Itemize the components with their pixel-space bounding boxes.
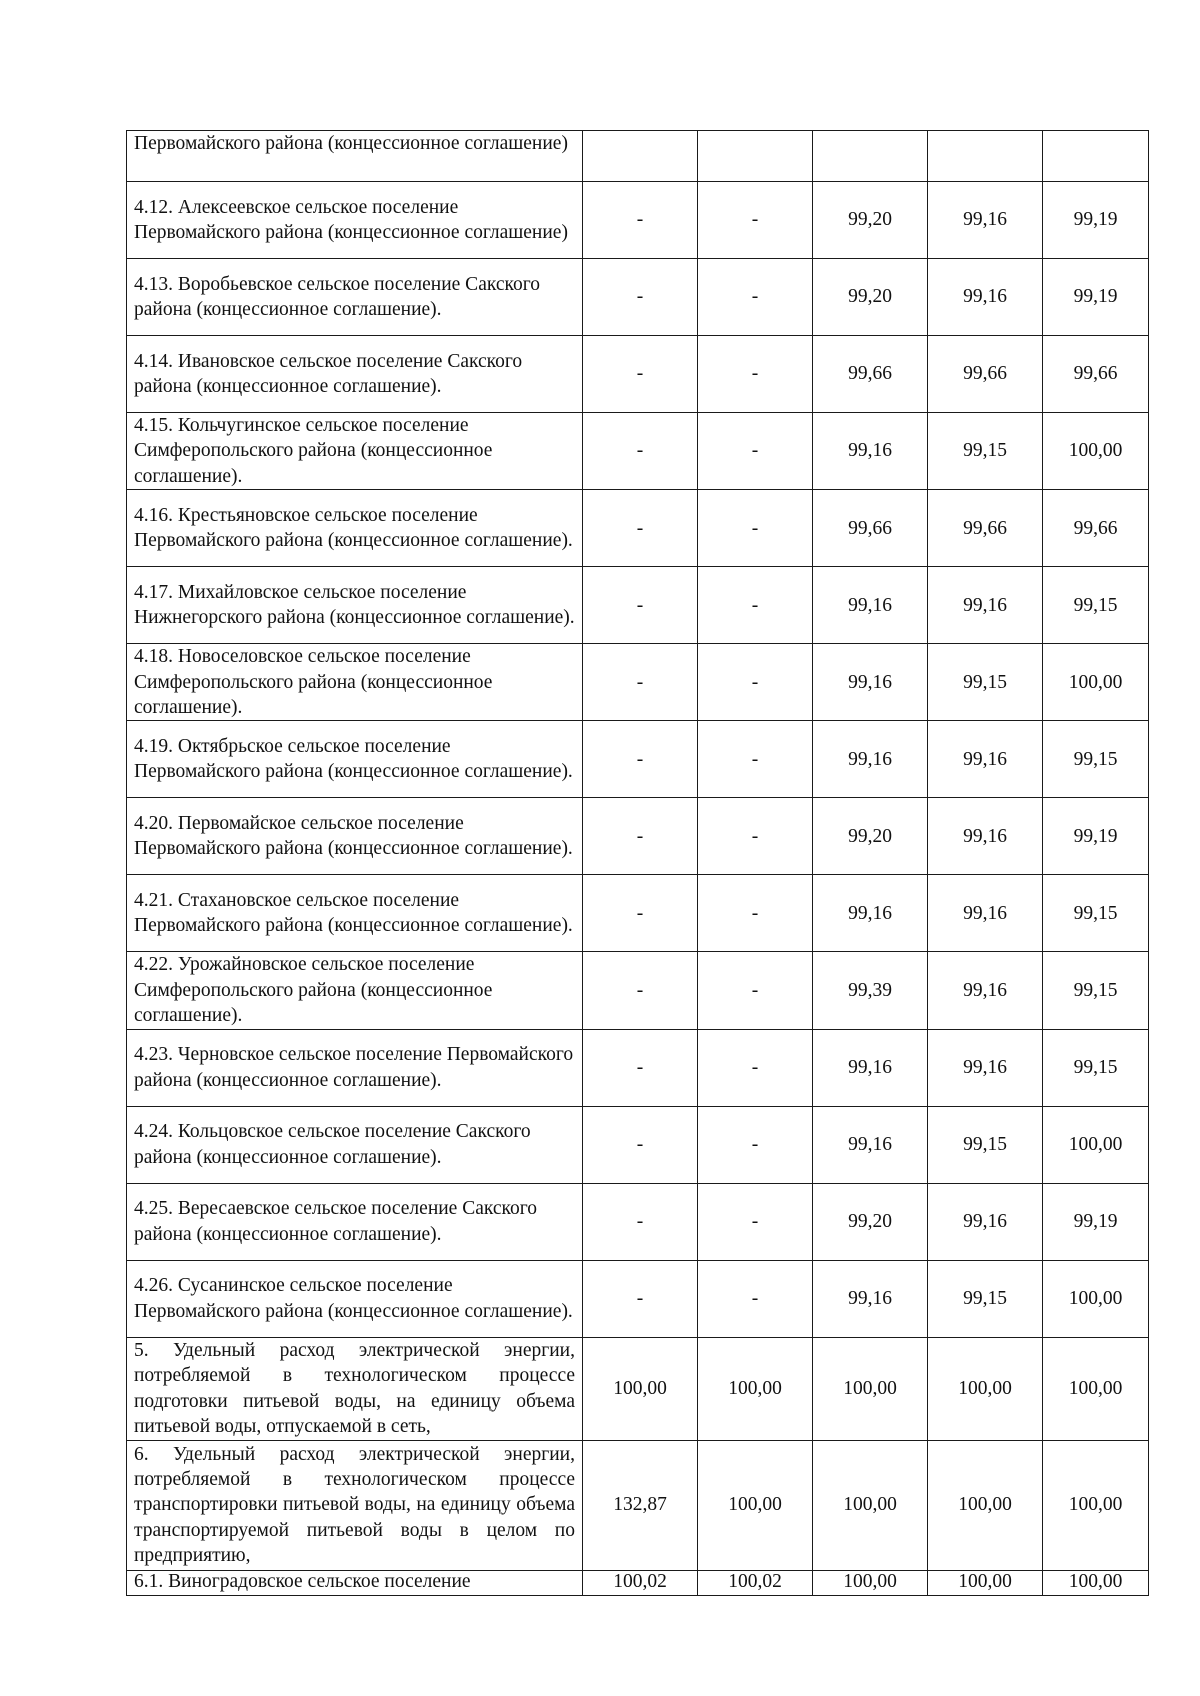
- indicator-name-cell: 4.24. Кольцовское сельское поселение Сакского района (концессионное соглашение).: [127, 1106, 583, 1183]
- value-cell-1: 100,02: [583, 1570, 698, 1595]
- value-cell-2: -: [698, 1106, 813, 1183]
- indicator-name-cell: 5. Удельный расход электрической энергии, потребляемой в технологическом процессе подготовки питьевой воды, на единицу объема питьевой воды, отпускаемой в сеть,: [127, 1337, 583, 1440]
- table-row: [127, 1029, 1149, 1106]
- value-cell-4: 99,16: [928, 1183, 1043, 1260]
- table-row: [127, 1337, 1149, 1440]
- value-cell-5: 99,19: [1043, 259, 1149, 336]
- table-row: [127, 1440, 1149, 1570]
- value-cell-2: -: [698, 413, 813, 490]
- value-cell-3: 99,16: [813, 1260, 928, 1337]
- table-row: [127, 1183, 1149, 1260]
- indicator-name-cell: 4.26. Сусанинское сельское поселение Первомайского района (концессионное соглашение).: [127, 1260, 583, 1337]
- table-row: [127, 721, 1149, 798]
- value-cell-1: -: [583, 1029, 698, 1106]
- value-cell-2: -: [698, 875, 813, 952]
- indicator-name-cell: 4.18. Новоселовское сельское поселение Симферопольского района (концессионное соглашение).: [127, 644, 583, 721]
- value-cell-2: -: [698, 1183, 813, 1260]
- value-cell-5: 100,00: [1043, 1260, 1149, 1337]
- value-cell-4: 99,16: [928, 798, 1043, 875]
- table-row: [127, 1106, 1149, 1183]
- value-cell-2: -: [698, 721, 813, 798]
- indicator-name-cell: 6. Удельный расход электрической энергии, потребляемой в технологическом процессе транспортировки питьевой воды, на единицу объема транспортируемой питьевой воды в целом по предприятию,: [127, 1440, 583, 1570]
- value-cell-1: -: [583, 952, 698, 1029]
- value-cell-5: 99,15: [1043, 567, 1149, 644]
- table-row: [127, 567, 1149, 644]
- indicator-name-cell: 4.14. Ивановское сельское поселение Сакского района (концессионное соглашение).: [127, 336, 583, 413]
- value-cell-3: 99,20: [813, 182, 928, 259]
- value-cell-1: -: [583, 644, 698, 721]
- value-cell-1: -: [583, 875, 698, 952]
- value-cell-5: 99,15: [1043, 721, 1149, 798]
- value-cell-1: -: [583, 1260, 698, 1337]
- value-cell-4: 99,66: [928, 336, 1043, 413]
- value-cell-1: -: [583, 1183, 698, 1260]
- value-cell-3: 100,00: [813, 1337, 928, 1440]
- value-cell-3: 99,20: [813, 259, 928, 336]
- indicator-name-cell: 4.20. Первомайское сельское поселение Первомайского района (концессионное соглашение).: [127, 798, 583, 875]
- value-cell-5: 100,00: [1043, 1570, 1149, 1595]
- indicator-name-cell: 4.15. Кольчугинское сельское поселение Симферопольского района (концессионное соглашение).: [127, 413, 583, 490]
- table-row: [127, 644, 1149, 721]
- value-cell-2: 100,00: [698, 1337, 813, 1440]
- value-cell-3: 99,16: [813, 875, 928, 952]
- value-cell-5: 99,15: [1043, 952, 1149, 1029]
- value-cell-1: -: [583, 721, 698, 798]
- value-cell-5: 99,66: [1043, 336, 1149, 413]
- value-cell-1: -: [583, 259, 698, 336]
- value-cell-5: 100,00: [1043, 1106, 1149, 1183]
- indicator-name-cell: 4.22. Урожайновское сельское поселение Симферопольского района (концессионное соглашение).: [127, 952, 583, 1029]
- value-cell-3: 99,20: [813, 1183, 928, 1260]
- value-cell-2: -: [698, 336, 813, 413]
- indicator-name-cell: 4.16. Крестьяновское сельское поселение Первомайского района (концессионное соглашение).: [127, 490, 583, 567]
- indicator-name-cell: 6.1. Виноградовское сельское поселение: [127, 1570, 583, 1595]
- table-row: [127, 798, 1149, 875]
- indicator-name-cell: Первомайского района (концессионное соглашение): [127, 131, 583, 182]
- value-cell-4: [928, 131, 1043, 182]
- value-cell-4: 99,15: [928, 413, 1043, 490]
- indicator-name-cell: 4.17. Михайловское сельское поселение Нижнегорского района (концессионное соглашение).: [127, 567, 583, 644]
- value-cell-3: 100,00: [813, 1440, 928, 1570]
- value-cell-4: 100,00: [928, 1570, 1043, 1595]
- value-cell-5: 99,66: [1043, 490, 1149, 567]
- value-cell-5: 99,19: [1043, 1183, 1149, 1260]
- value-cell-3: 99,16: [813, 721, 928, 798]
- value-cell-3: 99,16: [813, 413, 928, 490]
- value-cell-2: -: [698, 1029, 813, 1106]
- value-cell-5: [1043, 131, 1149, 182]
- indicator-name-cell: 4.19. Октябрьское сельское поселение Первомайского района (концессионное соглашение).: [127, 721, 583, 798]
- value-cell-2: -: [698, 567, 813, 644]
- value-cell-4: 99,15: [928, 1106, 1043, 1183]
- table-row: [127, 336, 1149, 413]
- value-cell-3: 99,20: [813, 798, 928, 875]
- table-row: [127, 1570, 1149, 1595]
- value-cell-1: -: [583, 1106, 698, 1183]
- value-cell-5: 100,00: [1043, 644, 1149, 721]
- value-cell-3: 99,66: [813, 336, 928, 413]
- value-cell-2: -: [698, 644, 813, 721]
- value-cell-3: 100,00: [813, 1570, 928, 1595]
- value-cell-2: 100,00: [698, 1440, 813, 1570]
- value-cell-3: 99,16: [813, 1106, 928, 1183]
- value-cell-5: 100,00: [1043, 1337, 1149, 1440]
- value-cell-3: 99,16: [813, 644, 928, 721]
- value-cell-2: -: [698, 490, 813, 567]
- value-cell-2: -: [698, 1260, 813, 1337]
- value-cell-3: 99,16: [813, 567, 928, 644]
- indicator-name-cell: 4.21. Стахановское сельское поселение Первомайского района (концессионное соглашение).: [127, 875, 583, 952]
- indicator-name-cell: 4.12. Алексеевское сельское поселение Первомайского района (концессионное соглашение): [127, 182, 583, 259]
- table-body: [127, 131, 1149, 1596]
- value-cell-4: 99,16: [928, 567, 1043, 644]
- value-cell-2: [698, 131, 813, 182]
- value-cell-2: -: [698, 952, 813, 1029]
- value-cell-2: -: [698, 259, 813, 336]
- value-cell-4: 99,16: [928, 721, 1043, 798]
- value-cell-4: 99,16: [928, 182, 1043, 259]
- value-cell-5: 99,19: [1043, 798, 1149, 875]
- table-row: [127, 952, 1149, 1029]
- indicator-name-cell: 4.23. Черновское сельское поселение Первомайского района (концессионное соглашение).: [127, 1029, 583, 1106]
- value-cell-4: 99,16: [928, 875, 1043, 952]
- value-cell-2: -: [698, 182, 813, 259]
- value-cell-4: 99,16: [928, 952, 1043, 1029]
- value-cell-3: 99,66: [813, 490, 928, 567]
- value-cell-5: 99,19: [1043, 182, 1149, 259]
- value-cell-2: -: [698, 798, 813, 875]
- value-cell-1: -: [583, 413, 698, 490]
- value-cell-4: 99,16: [928, 259, 1043, 336]
- value-cell-4: 100,00: [928, 1337, 1043, 1440]
- value-cell-5: 100,00: [1043, 1440, 1149, 1570]
- value-cell-1: -: [583, 798, 698, 875]
- indicator-name-cell: 4.13. Воробьевское сельское поселение Сакского района (концессионное соглашение).: [127, 259, 583, 336]
- value-cell-1: -: [583, 336, 698, 413]
- value-cell-1: -: [583, 182, 698, 259]
- value-cell-1: -: [583, 567, 698, 644]
- value-cell-4: 99,15: [928, 1260, 1043, 1337]
- value-cell-5: 100,00: [1043, 413, 1149, 490]
- value-cell-4: 99,66: [928, 490, 1043, 567]
- table-row: [127, 131, 1149, 182]
- table-row: [127, 413, 1149, 490]
- table-row: [127, 1260, 1149, 1337]
- indicator-name-cell: 4.25. Вересаевское сельское поселение Сакского района (концессионное соглашение).: [127, 1183, 583, 1260]
- table-row: [127, 182, 1149, 259]
- value-cell-4: 99,15: [928, 644, 1043, 721]
- value-cell-1: 132,87: [583, 1440, 698, 1570]
- table-row: [127, 259, 1149, 336]
- value-cell-2: 100,02: [698, 1570, 813, 1595]
- value-cell-3: 99,39: [813, 952, 928, 1029]
- value-cell-3: [813, 131, 928, 182]
- value-cell-1: [583, 131, 698, 182]
- value-cell-4: 99,16: [928, 1029, 1043, 1106]
- value-cell-3: 99,16: [813, 1029, 928, 1106]
- value-cell-5: 99,15: [1043, 1029, 1149, 1106]
- value-cell-1: -: [583, 490, 698, 567]
- table-row: [127, 875, 1149, 952]
- value-cell-5: 99,15: [1043, 875, 1149, 952]
- value-cell-1: 100,00: [583, 1337, 698, 1440]
- value-cell-4: 100,00: [928, 1440, 1043, 1570]
- indicators-table: [126, 130, 1149, 1596]
- table-row: [127, 490, 1149, 567]
